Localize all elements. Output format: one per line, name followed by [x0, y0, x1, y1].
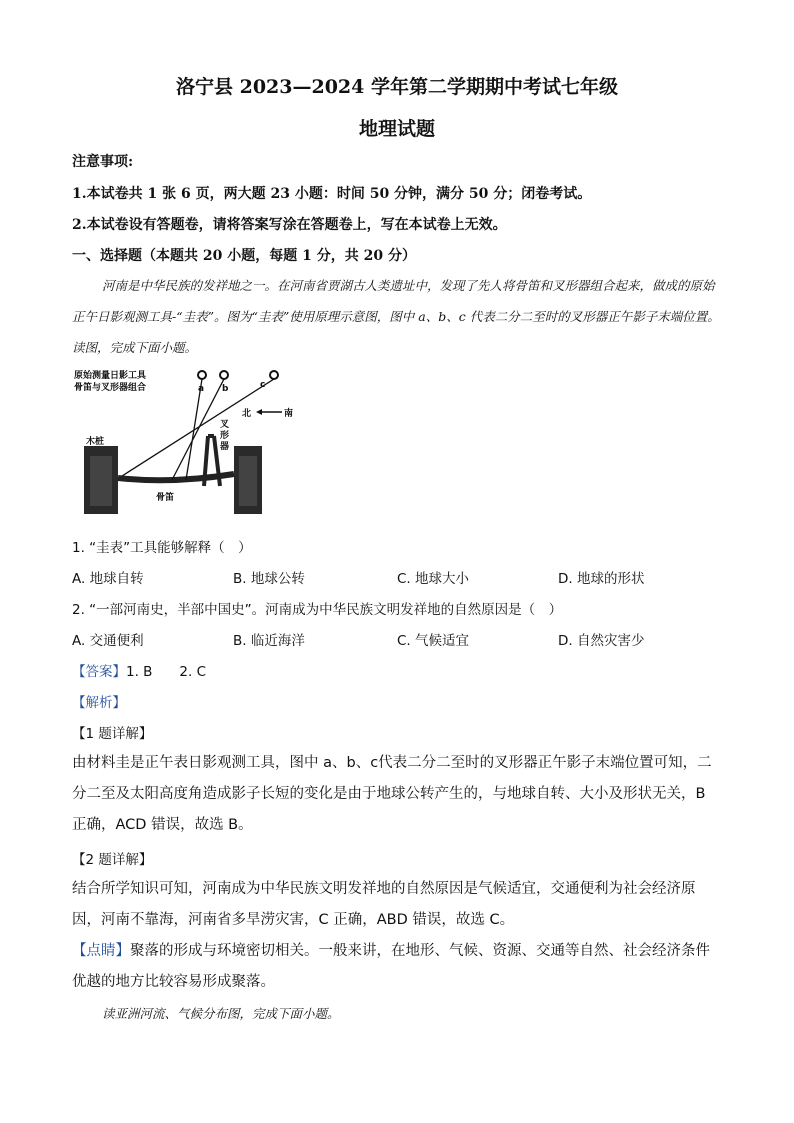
tip-tag: 【点睛】	[72, 943, 130, 959]
label-flute: 骨笛	[156, 493, 175, 503]
label-north: 北	[242, 409, 252, 419]
question-1-option-b: B. 地球公转	[233, 571, 305, 587]
question-2-stem: 2. “一部河南史，半部中国史”。河南成为中华民族文明发祥地的自然原因是（ ）	[72, 602, 563, 618]
tip-paragraph	[72, 936, 724, 998]
label-stake: 木桩	[86, 437, 105, 447]
question-1-option-a: A. 地球自转	[72, 571, 144, 587]
label-south: 南	[284, 409, 294, 419]
question-2-option-d: D. 自然灾害少	[558, 633, 645, 649]
question-1-option-d: D. 地球的形状	[558, 571, 645, 587]
detail-2-text: 结合所学知识可知，河南成为中华民族文明发祥地的自然原因是气候适宜，交通便利为社会经济原因，河南不靠海，河南省多旱涝灾害，C 正确，ABD 错误，故选 C。	[72, 881, 696, 928]
analysis-tag: 【解析】	[72, 695, 126, 711]
guibiao-diagram	[74, 366, 322, 516]
section-heading: 一、选择题（本题共 20 小题，每题 1 分，共 20 分）	[72, 248, 416, 264]
label-a: a	[198, 384, 205, 394]
material-2-text: 读亚洲河流、气候分布图，完成下面小题。	[102, 1006, 340, 1021]
question-1-stem: 1. “圭表”工具能够解释（ ）	[72, 540, 252, 556]
detail-1-tag: 【1 题详解】	[72, 726, 153, 742]
bone-flute-shape	[118, 474, 234, 480]
answer-line	[72, 660, 206, 680]
question-2-option-a: A. 交通便利	[72, 633, 144, 649]
exam-subtitle: 地理试题	[358, 118, 435, 140]
label-b: b	[222, 384, 229, 394]
note-item: 1.本试卷共 1 张 6 页，两大题 23 小题：时间 50 分钟，满分 50 分；闭卷考试。	[72, 186, 592, 202]
figure-caption: 原始测量日影工具	[74, 371, 147, 381]
detail-2-tag: 【2 题详解】	[72, 852, 153, 868]
tip-text: 聚落的形成与环境密切相关。一般来讲，在地形、气候、资源、交通等自然、社会经济条件优越的地方比较容易形成聚落。	[72, 943, 710, 990]
answer-text: 1. B 2. C	[126, 664, 207, 680]
answer-tag: 【答案】	[72, 664, 126, 680]
question-1-option-c: C. 地球大小	[397, 571, 470, 587]
question-2-option-b: B. 临近海洋	[233, 633, 305, 649]
label-fork: 叉形器	[220, 420, 230, 452]
note-item: 2.本试卷设有答题卷，请将答案写涂在答题卷上，写在本试卷上无效。	[72, 217, 507, 233]
label-c: c	[260, 380, 266, 390]
figure-caption: 骨笛与叉形器组合	[74, 383, 147, 393]
material-text: 河南是中华民族的发祥地之一。在河南省贾湖古人类遗址中，发现了先人将骨笛和叉形器组合起来，做成的原始正午日影观测工具-“圭表”。图为“圭表”使用原理示意图，图中 a、b、c 代表二分二至时的叉形器正午影子末端位置。读图，完成下面小题。	[72, 278, 720, 355]
question-2-option-c: C. 气候适宜	[397, 633, 470, 649]
notes-heading: 注意事项:	[72, 154, 134, 170]
detail-1-text: 由材料圭是正午表日影观测工具，图中 a、b、c代表二分二至时的叉形器正午影子末端位置可知，二分二至及太阳高度角造成影子长短的变化是由于地球公转产生的，与地球自转、大小及形状无关，B 正确，ACD 错误，故选 B。	[72, 755, 712, 833]
exam-title: 洛宁县 2023—2024 学年第二学期期中考试七年级	[176, 76, 618, 98]
